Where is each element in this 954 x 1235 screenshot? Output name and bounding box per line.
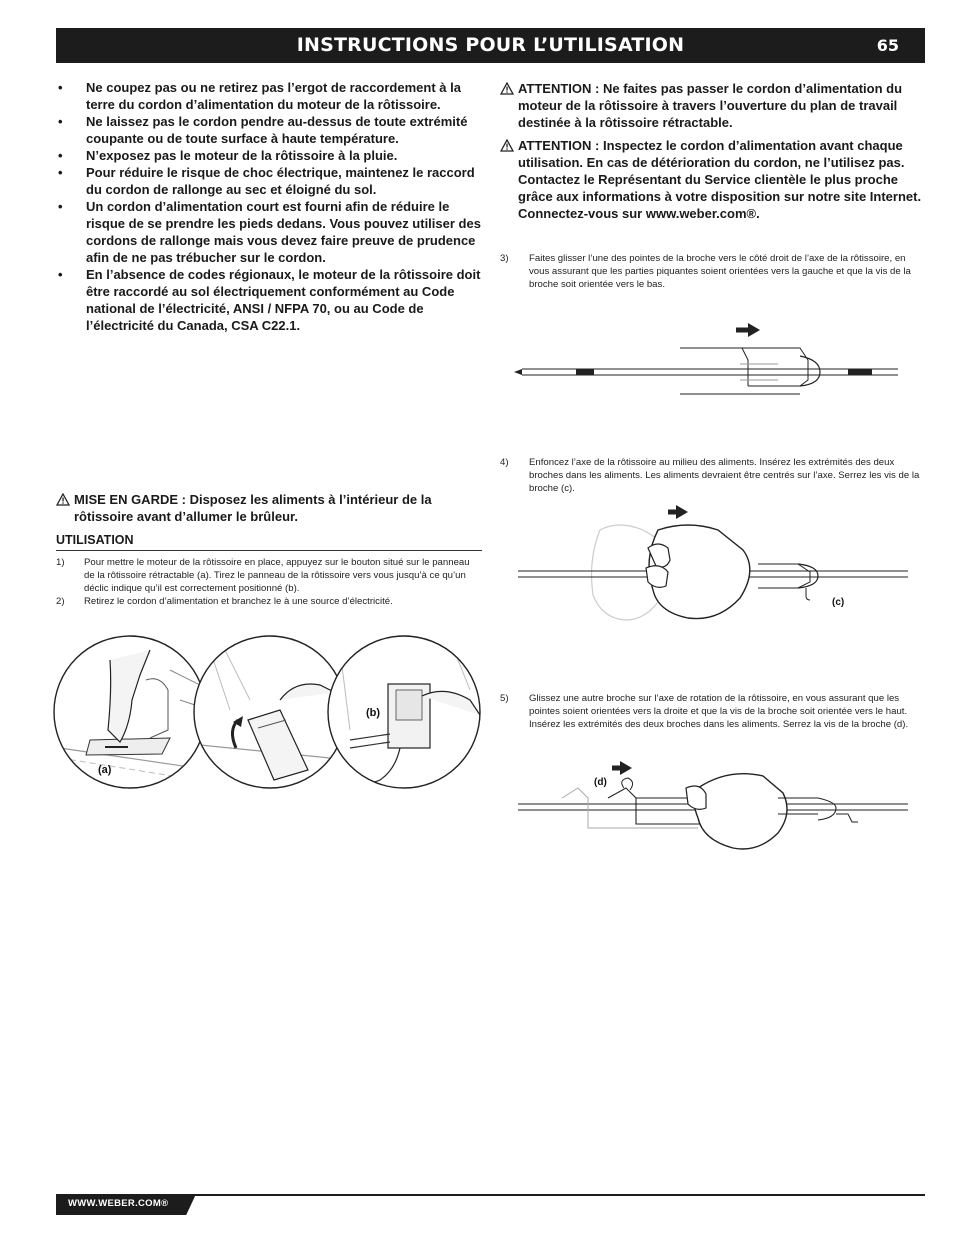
bullet-item: • Ne laissez pas le cordon pendre au-dessus de toute extrémité coupante ou de toute surface à haute température. xyxy=(58,114,468,146)
bullet-item: • Un cordon d’alimentation court est fourni afin de réduire le risque de se prendre les pieds dedans. Vous pouvez utiliser des cordons de rallonge mais vous devez faire preuve de prudence afin de ne pas trébucher sur le cordon. xyxy=(58,199,481,265)
bullet-item: • N’exposez pas le moteur de la rôtissoire à la pluie. xyxy=(58,148,398,163)
safety-bullets xyxy=(56,79,484,334)
bullet-item: • Ne coupez pas ou ne retirez pas l’ergot de raccordement à la terre du cordon d’alimentation du moteur de la rôtissoire. xyxy=(58,80,461,112)
attention-warning-1: ATTENTION : Ne faites pas passer le cordon d’alimentation du moteur de la rôtissoire à travers l’ouverture du plan de travail destinée à la rôtissoire rétractable. xyxy=(500,80,926,131)
mise-en-garde-warning: MISE EN GARDE : Disposez les aliments à l’intérieur de la rôtissoire avant d’allumer le brûleur. xyxy=(56,491,480,525)
figure-label-d: (d) xyxy=(594,777,607,788)
step-2: 2) Retirez le cordon d’alimentation et branchez le à une source d’électricité. xyxy=(56,596,393,607)
bullet-item: • En l’absence de codes régionaux, le moteur de la rôtissoire doit être raccordé au sol électriquement conformément au Code national de l’électricité, ANSI / NFPA 70, ou au Code de l’électricité du Canada, CSA C22.1. xyxy=(58,267,481,333)
spit-fork-illustration-step-3 xyxy=(508,320,908,400)
page-header xyxy=(56,28,925,63)
rotisserie-panel-illustration xyxy=(50,630,482,795)
spit-second-fork-illustration-step-5 xyxy=(518,758,910,858)
figure-label-c: (c) xyxy=(832,597,845,608)
step-5: 5) Glissez une autre broche sur l’axe de rotation de la rôtissoire, en vous assurant que les pointes soient orientées vers la droite et que la vis de la broche soit orientée vers le haut. Insérez les extrémités des deux broches dans les aliments. Serrez la vis de la broche (d). xyxy=(500,693,909,730)
step-3: 3) Faites glisser l’une des pointes de la broche vers le côté droit de l’axe de la rôtissoire, en vous assurant que les parties piquantes soient orientées vers la gauche et que la vis de la broche soit orientée vers le bas. xyxy=(500,253,911,290)
attention-warning-2: ATTENTION : Inspectez le cordon d’alimentation avant chaque utilisation. En cas de détérioration du cordon, ne l’utilisez pas. Contactez le Représentant du Service clientèle le plus proche grâce aux informations à votre disposition sur notre site Internet. Connectez-vous sur www.weber.com®. xyxy=(500,137,926,222)
figure-circle-b-motor xyxy=(328,630,482,795)
figure-circle-a xyxy=(50,630,210,795)
warning-triangle-icon xyxy=(56,493,70,506)
figure-circle-b-pull xyxy=(190,630,350,795)
warning-triangle-icon xyxy=(500,82,514,95)
warning-triangle-icon xyxy=(500,139,514,152)
step-1: 1) Pour mettre le moteur de la rôtissoire en place, appuyez sur le bouton situé sur le panneau de la rôtissoire rétractable (a). Tirez le panneau de la rôtissoire vers vous jusqu’à ce qu’un déclic indique qu’il est correctement positionné (b). xyxy=(56,557,470,594)
step-4: 4) Enfoncez l’axe de la rôtissoire au milieu des aliments. Insérez les extrémités des deux broches dans les aliments. Les aliments devraient être centrés sur l’axe. Serrez les vis de la broche (c). xyxy=(500,457,920,494)
section-title-utilisation: UTILISATION xyxy=(56,533,482,551)
footer-website-link[interactable]: WWW.WEBER.COM® xyxy=(68,1198,169,1209)
page-title: INSTRUCTIONS POUR L’UTILISATION xyxy=(296,34,685,56)
bullet-item: • Pour réduire le risque de choc électrique, maintenez le raccord du cordon de rallonge au sec et éloigné du sol. xyxy=(58,165,475,197)
figure-label-a: (a) xyxy=(98,764,112,776)
spit-with-food-illustration-step-4 xyxy=(518,500,910,628)
page-number: 65 xyxy=(876,36,899,55)
figure-label-b: (b) xyxy=(366,707,381,719)
